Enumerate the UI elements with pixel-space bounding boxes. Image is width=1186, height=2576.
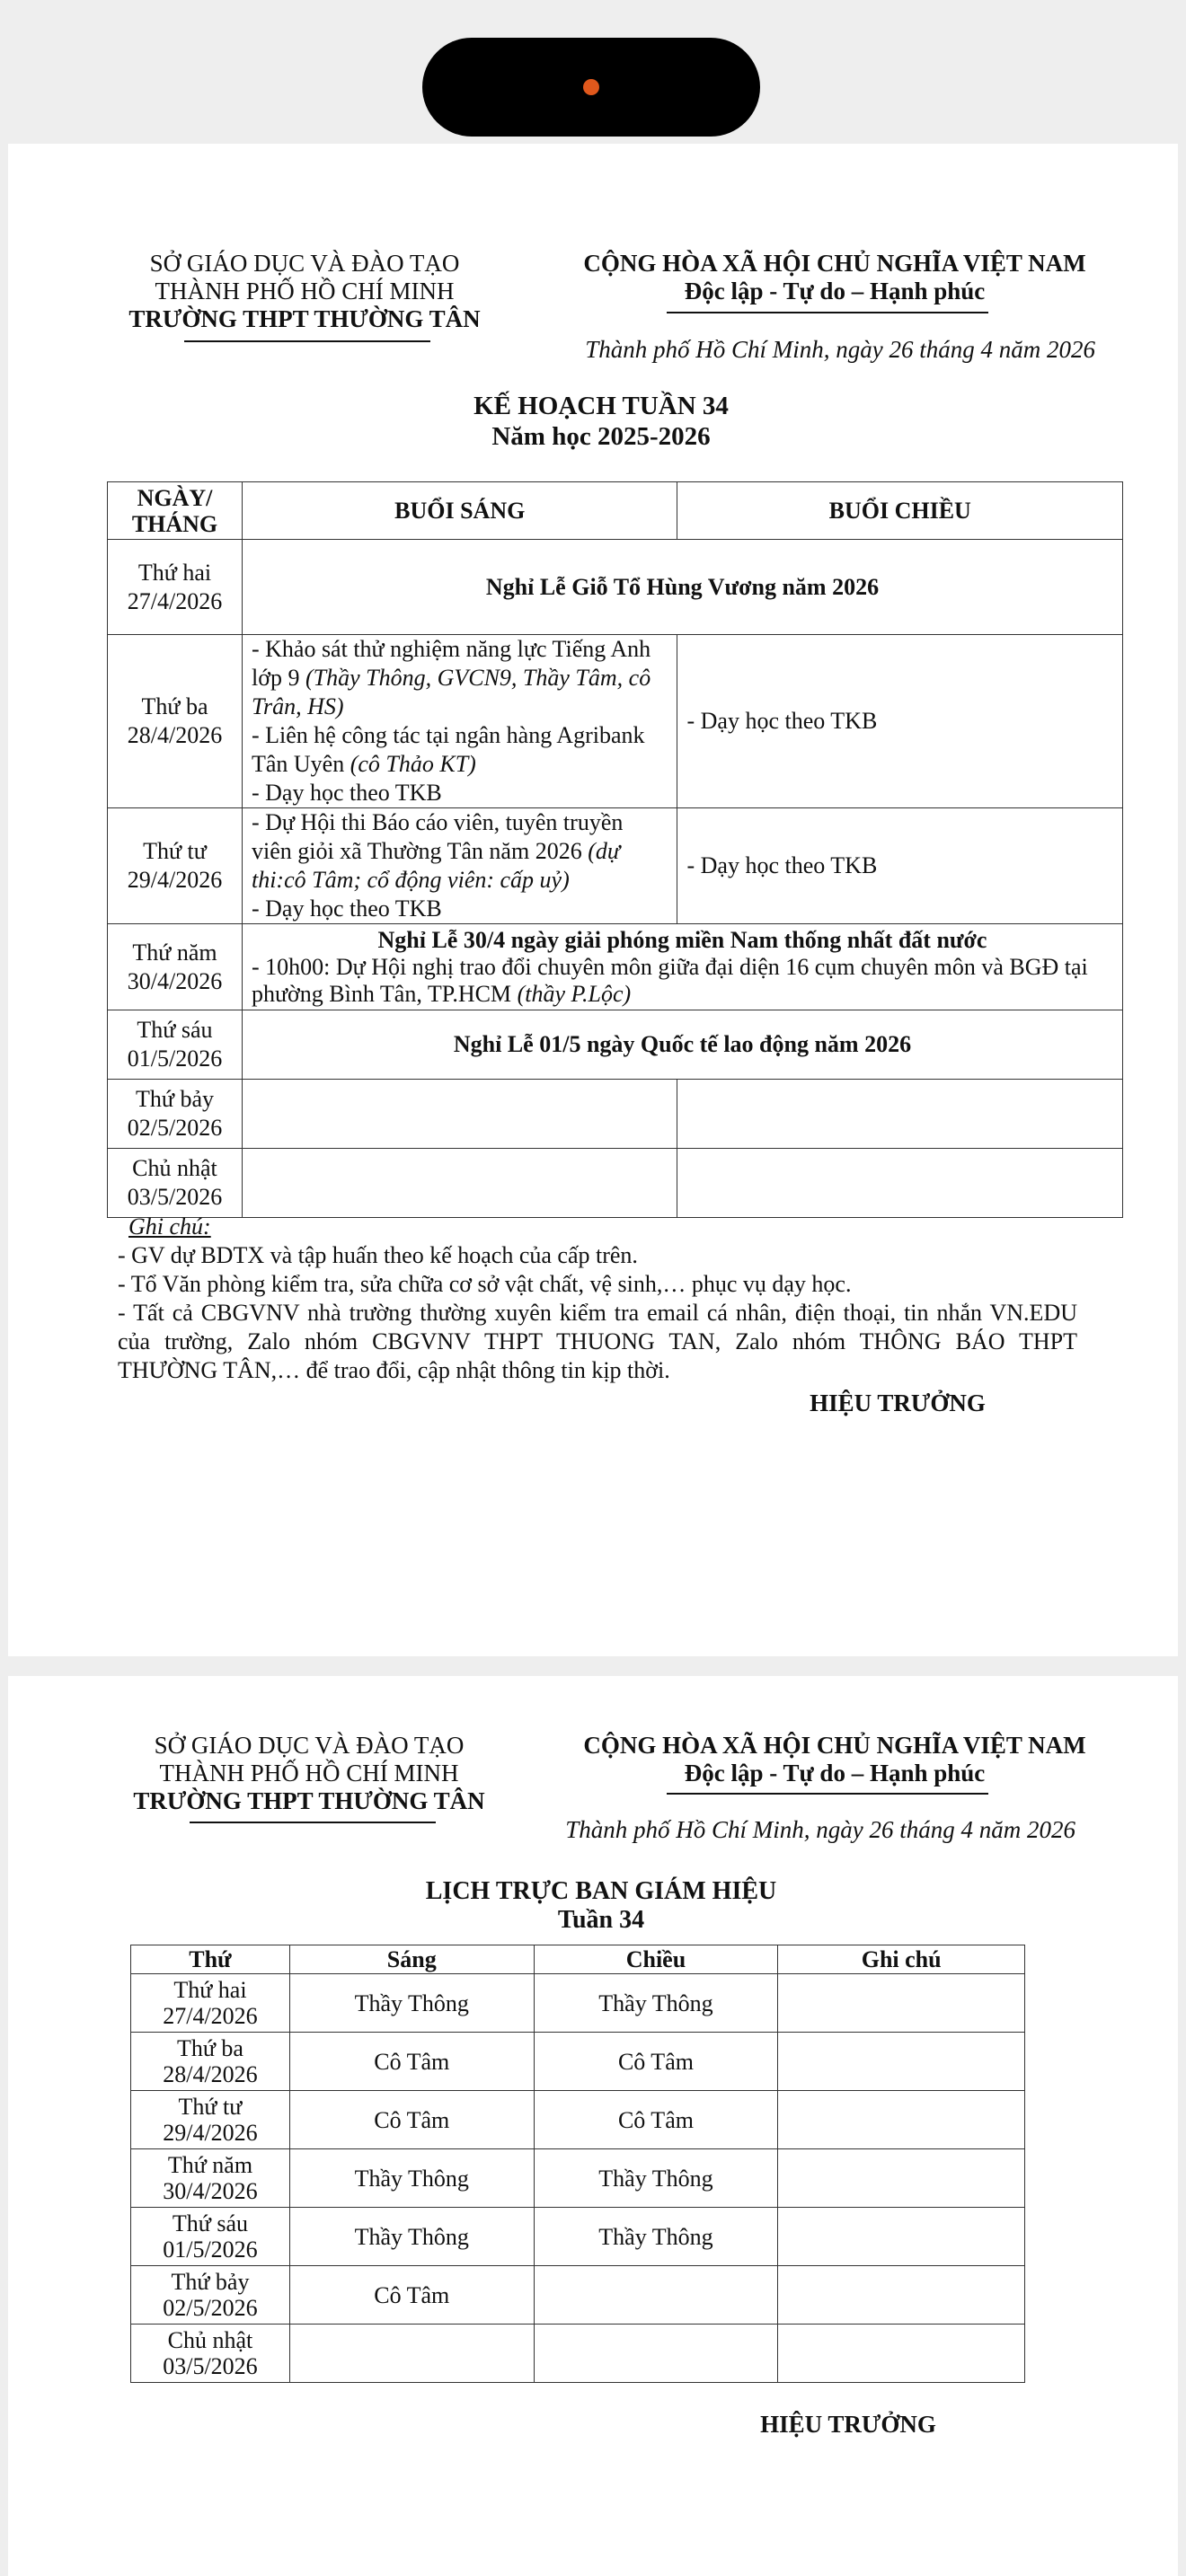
day-cell: Thứ sáu 01/5/2026 [108, 1010, 243, 1080]
day-cell: Thứ tư 29/4/2026 [131, 2091, 290, 2149]
plan-page [8, 144, 1178, 1656]
table-header-row [108, 482, 1123, 540]
signature-title: HIỆU TRƯỞNG [760, 2411, 936, 2438]
afternoon-cell [534, 2325, 778, 2383]
day-cell: Chủ nhật 03/5/2026 [108, 1149, 243, 1218]
afternoon-cell: Cô Tâm [534, 2091, 778, 2149]
table-row [108, 1149, 1123, 1218]
morning-cell [242, 1080, 677, 1149]
morning-cell: Cô Tâm [289, 2033, 534, 2091]
morning-cell: Thầy Thông [289, 1974, 534, 2033]
week-number: Tuần 34 [557, 1906, 645, 1934]
afternoon-cell [677, 1149, 1123, 1218]
department-name: SỞ GIÁO DỤC VÀ ĐÀO TẠO [154, 1732, 465, 1759]
weekly-plan-table [107, 481, 1123, 1218]
motto: Độc lập - Tự do – Hạnh phúc [684, 278, 986, 304]
table-row [131, 2266, 1025, 2325]
morning-cell: Thầy Thông [289, 2149, 534, 2208]
table-row [108, 1080, 1123, 1149]
header-morning: BUỔI SÁNG [242, 482, 677, 540]
title-block [287, 1877, 916, 1935]
table-row [131, 2091, 1025, 2149]
notes-label: Ghi chú: [128, 1213, 211, 1239]
school-underline [190, 1822, 436, 1823]
date-line: Thành phố Hồ Chí Minh, ngày 26 tháng 4 năm 2026 [565, 1816, 1075, 1843]
school-name: TRƯỜNG THPT THƯỜNG TÂN [133, 1787, 485, 1814]
table-row [108, 540, 1123, 635]
left-header [111, 1732, 507, 1815]
table-header-row [131, 1945, 1025, 1974]
right-header [547, 250, 1122, 305]
morning-cell [289, 2325, 534, 2383]
morning-cell: Cô Tâm [289, 2266, 534, 2325]
school-underline [184, 340, 430, 342]
morning-cell: Thầy Thông [289, 2208, 534, 2266]
note-cell [778, 2033, 1025, 2091]
afternoon-cell: Thầy Thông [534, 2208, 778, 2266]
department-name: SỞ GIÁO DỤC VÀ ĐÀO TẠO [149, 250, 460, 277]
note-cell [778, 2208, 1025, 2266]
day-cell: Chủ nhật 03/5/2026 [131, 2325, 290, 2383]
table-row [108, 808, 1123, 924]
camera-notch [422, 38, 760, 137]
signature-title: HIỆU TRƯỞNG [810, 1389, 986, 1416]
holiday-cell: Nghỉ Lễ 30/4 ngày giải phóng miền Nam thống nhất đất nước - 10h00: Dự Hội nghị trao đổi chuyên môn giữa đại diện 16 cụm chuyên môn và BGĐ tại phường Bình Tân, TP.HCM (thầy P.Lộc) [242, 924, 1122, 1010]
page-title: LỊCH TRỰC BAN GIÁM HIỆU [425, 1877, 777, 1905]
left-header [107, 250, 502, 333]
morning-cell: - Dự Hội thi Báo cáo viên, tuyên truyền viên giỏi xã Thường Tân năm 2026 (dự thi:cô Tâm; cổ động viên: cấp uỷ) - Dạy học theo TKB [242, 808, 677, 924]
afternoon-cell [534, 2266, 778, 2325]
afternoon-cell: - Dạy học theo TKB [677, 635, 1123, 808]
duty-table [130, 1945, 1025, 2383]
date-line: Thành phố Hồ Chí Minh, ngày 26 tháng 4 năm 2026 [585, 336, 1095, 363]
notes-section [118, 1213, 1077, 1385]
day-cell: Thứ năm 30/4/2026 [108, 924, 243, 1010]
header-day: NGÀY/ THÁNG [108, 482, 243, 540]
table-row [131, 2149, 1025, 2208]
header-afternoon: Chiều [534, 1945, 778, 1974]
header-morning: Sáng [289, 1945, 534, 1974]
table-row [131, 2208, 1025, 2266]
school-name: TRƯỜNG THPT THƯỜNG TÂN [128, 305, 481, 332]
day-cell: Thứ hai 27/4/2026 [108, 540, 243, 635]
table-row [108, 1010, 1123, 1080]
morning-cell [242, 1149, 677, 1218]
day-cell: Thứ bảy 02/5/2026 [131, 2266, 290, 2325]
note-item: - GV dự BDTX và tập huấn theo kế hoạch của cấp trên. [118, 1242, 638, 1268]
holiday-cell: Nghỉ Lễ Giỗ Tổ Hùng Vương năm 2026 [242, 540, 1122, 635]
table-row [131, 2033, 1025, 2091]
table-row [108, 635, 1123, 808]
note-cell [778, 2266, 1025, 2325]
afternoon-cell [677, 1080, 1123, 1149]
city-name: THÀNH PHỐ HỒ CHÍ MINH [159, 1760, 459, 1786]
morning-cell: - Khảo sát thử nghiệm năng lực Tiếng Anh lớp 9 (Thầy Thông, GVCN9, Thầy Tâm, cô Trân, HS) - Liên hệ công tác tại ngân hàng Agribank Tân Uyên (cô Thảo KT) - Dạy học theo TKB [242, 635, 677, 808]
morning-cell: Cô Tâm [289, 2091, 534, 2149]
school-year: Năm học 2025-2026 [491, 422, 711, 451]
day-cell: Thứ bảy 02/5/2026 [108, 1080, 243, 1149]
afternoon-cell: Cô Tâm [534, 2033, 778, 2091]
country-name: CỘNG HÒA XÃ HỘI CHỦ NGHĨA VIỆT NAM [583, 250, 1086, 277]
duty-schedule-page [8, 1676, 1178, 2576]
motto-underline [667, 1793, 988, 1795]
table-row [131, 1974, 1025, 2033]
table-row [108, 924, 1123, 1010]
title-block [278, 391, 925, 452]
table-row [131, 2325, 1025, 2383]
day-cell: Thứ sáu 01/5/2026 [131, 2208, 290, 2266]
note-cell [778, 2091, 1025, 2149]
note-item: - Tất cả CBGVNV nhà trường thường xuyên kiểm tra email cá nhân, điện thoại, tin nhắn VN.EDU của trường, Zalo nhóm CBGVNV THPT THUONG TAN, Zalo nhóm THÔNG BÁO THPT THƯỜNG TÂN,… để trao đổi, cập nhật thông tin kịp thời. [118, 1300, 1077, 1383]
day-cell: Thứ hai 27/4/2026 [131, 1974, 290, 2033]
right-header [547, 1732, 1122, 1787]
page-title: KẾ HOẠCH TUẦN 34 [474, 392, 729, 420]
holiday-cell: Nghỉ Lễ 01/5 ngày Quốc tế lao động năm 2026 [242, 1010, 1122, 1080]
camera-dot-icon [583, 79, 599, 95]
day-cell: Thứ ba 28/4/2026 [131, 2033, 290, 2091]
afternoon-cell: - Dạy học theo TKB [677, 808, 1123, 924]
note-item: - Tổ Văn phòng kiểm tra, sửa chữa cơ sở vật chất, vệ sinh,… phục vụ dạy học. [118, 1271, 852, 1297]
day-cell: Thứ ba 28/4/2026 [108, 635, 243, 808]
note-cell [778, 2149, 1025, 2208]
note-cell [778, 1974, 1025, 2033]
day-cell: Thứ năm 30/4/2026 [131, 2149, 290, 2208]
afternoon-cell: Thầy Thông [534, 1974, 778, 2033]
country-name: CỘNG HÒA XÃ HỘI CHỦ NGHĨA VIỆT NAM [583, 1732, 1086, 1759]
city-name: THÀNH PHỐ HỒ CHÍ MINH [155, 278, 455, 304]
motto: Độc lập - Tự do – Hạnh phúc [684, 1760, 986, 1786]
header-afternoon: BUỔI CHIỀU [677, 482, 1123, 540]
day-cell: Thứ tư 29/4/2026 [108, 808, 243, 924]
motto-underline [667, 312, 988, 313]
header-note: Ghi chú [778, 1945, 1025, 1974]
header-day: Thứ [131, 1945, 290, 1974]
note-cell [778, 2325, 1025, 2383]
afternoon-cell: Thầy Thông [534, 2149, 778, 2208]
